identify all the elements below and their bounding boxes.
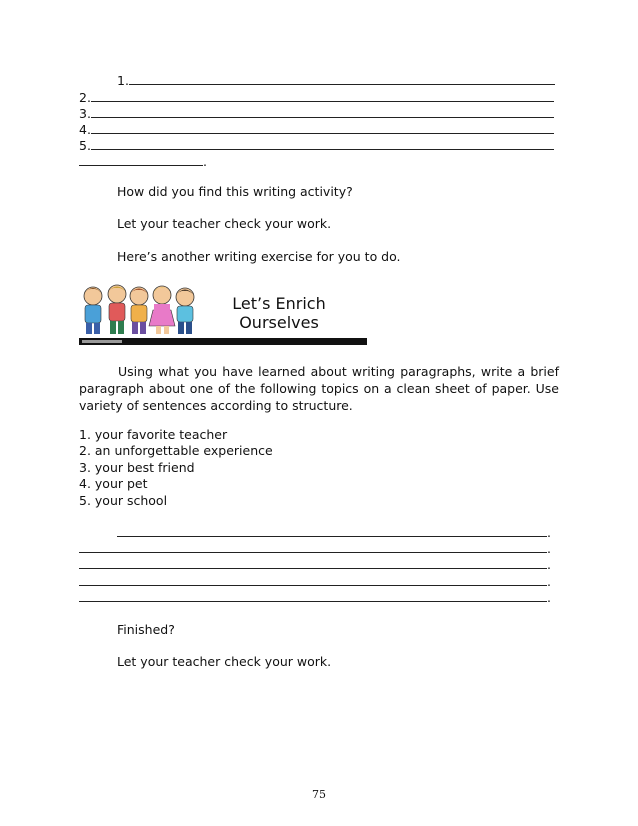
- instruction-check-work-2: Let your teacher check your work.: [117, 654, 332, 669]
- writing-line-3[interactable]: [79, 557, 551, 573]
- line-end-period: .: [547, 574, 551, 589]
- instruction-another-exercise: Here’s another writing exercise for you to do.: [117, 249, 401, 264]
- section-banner: [79, 282, 367, 348]
- blank-rule: [129, 73, 555, 85]
- blank-rule: [91, 122, 554, 134]
- instruction-check-work: Let your teacher check your work.: [117, 216, 332, 231]
- writing-line-1[interactable]: [117, 525, 551, 541]
- children-illustration: [79, 282, 209, 338]
- blank-line-1[interactable]: [117, 73, 555, 89]
- blank-number-5: 5.: [79, 138, 91, 153]
- question-find-activity: How did you find this writing activity?: [117, 184, 353, 199]
- blank-line-3[interactable]: [79, 106, 554, 122]
- writing-instructions: Using what you have learned about writing paragraphs, write a brief paragraph about one of the following topics on a clean sheet of paper. Use variety of sentences according to structure.: [79, 364, 559, 413]
- writing-line-2[interactable]: [79, 541, 551, 557]
- blank-number-2: 2.: [79, 90, 91, 105]
- topic-item-4: 4. your pet: [79, 476, 148, 491]
- blank-number-3: 3.: [79, 106, 91, 121]
- page-number: 75: [312, 788, 326, 801]
- child-figure-1: [84, 287, 102, 334]
- blank-rule: [79, 541, 547, 553]
- blank-line-5[interactable]: [79, 138, 554, 154]
- blank-rule: [79, 557, 547, 569]
- blank-number-1: 1.: [117, 73, 129, 88]
- writing-line-4[interactable]: [79, 574, 551, 590]
- blank-line-4[interactable]: [79, 122, 554, 138]
- blank-rule: [91, 90, 554, 102]
- blank-rule: [79, 590, 547, 602]
- line-end-period: .: [547, 541, 551, 556]
- blank-rule: [117, 525, 547, 537]
- child-figure-4: [149, 286, 175, 334]
- banner-underline-bar: [79, 338, 367, 345]
- topic-item-1: 1. your favorite teacher: [79, 427, 228, 442]
- banner-title-line-1: Let’s Enrich: [232, 294, 326, 313]
- line-end-period: .: [547, 557, 551, 572]
- blank-number-4: 4.: [79, 122, 91, 137]
- child-figure-2: [108, 285, 126, 334]
- topic-item-2: 2. an unforgettable experience: [79, 443, 273, 458]
- blank-rule: [91, 106, 554, 118]
- banner-title-line-2: Ourselves: [239, 313, 319, 332]
- blank-end-period: .: [203, 154, 207, 169]
- blank-rule: [91, 138, 554, 150]
- finished-question: Finished?: [117, 622, 175, 637]
- line-end-period: .: [547, 590, 551, 605]
- line-end-period: .: [547, 525, 551, 540]
- writing-line-5[interactable]: [79, 590, 551, 606]
- child-figure-3: [130, 287, 148, 334]
- topic-item-3: 3. your best friend: [79, 460, 195, 475]
- blank-line-5-continued[interactable]: [79, 154, 207, 170]
- blank-rule: [79, 574, 547, 586]
- blank-rule: [79, 154, 203, 166]
- banner-bar-highlight: [82, 340, 122, 343]
- blank-line-2[interactable]: [79, 90, 554, 106]
- child-figure-5: [176, 288, 194, 334]
- topic-item-5: 5. your school: [79, 493, 168, 508]
- banner-title: [224, 294, 334, 332]
